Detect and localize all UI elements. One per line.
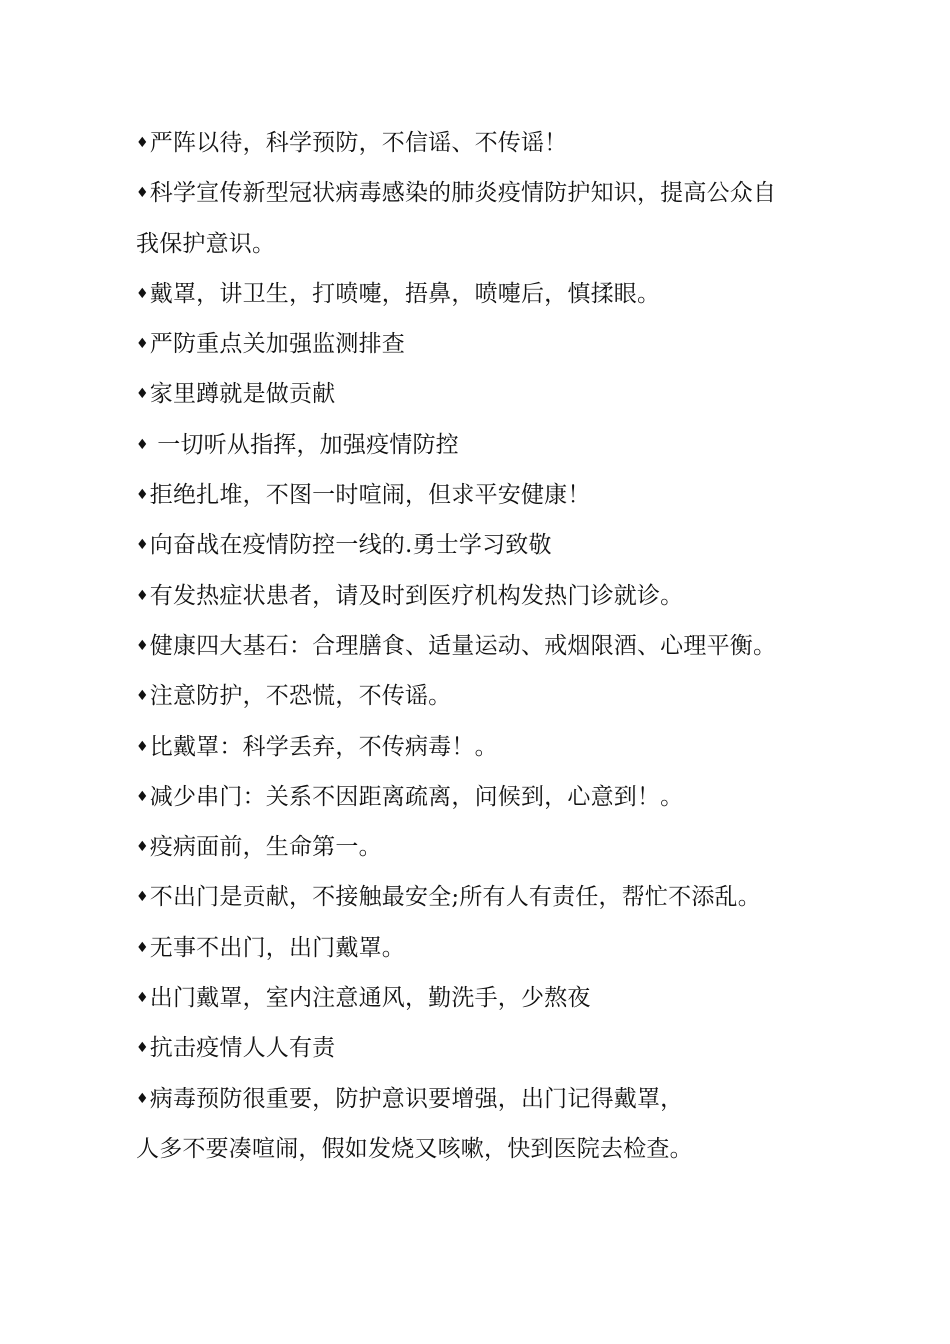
diamond-bullet-icon: ♦ [136, 939, 149, 956]
document-line [136, 822, 826, 872]
document-line [136, 722, 826, 772]
line-text: 人多不要凑喧闹，假如发烧又咳嗽，快到医院去检查。 [136, 1135, 693, 1162]
line-text: 注意防护，不恐慌，不传谣。 [149, 683, 452, 710]
line-text: 严阵以待，科学预防，不信谣、不传谣！ [149, 130, 568, 156]
document-line [136, 369, 826, 419]
document-line [136, 671, 826, 721]
line-text: 戴罩，讲卫生，打喷嚏，捂鼻，喷嚏后，慎揉眼。 [149, 280, 661, 307]
document-line [136, 621, 826, 671]
document-line [136, 872, 826, 922]
diamond-bullet-icon: ♦ [136, 990, 149, 1007]
line-text: 健康四大基石：合理膳食、适量运动、戒烟限酒、心理平衡。 [149, 632, 777, 659]
line-text: 出门戴罩，室内注意通风，勤洗手，少熬夜 [149, 985, 591, 1012]
line-text: 家里蹲就是做贡献 [149, 381, 336, 408]
document-line [136, 168, 826, 218]
diamond-bullet-icon: ♦ [136, 285, 149, 302]
diamond-bullet-icon: ♦ [136, 135, 149, 151]
line-text: 无事不出门，出门戴罩。 [149, 934, 405, 961]
diamond-bullet-icon: ♦ [136, 637, 149, 654]
document-body [136, 118, 826, 1174]
document-line [136, 219, 826, 269]
document-line [136, 420, 826, 470]
diamond-bullet-icon: ♦ [136, 839, 149, 856]
diamond-bullet-icon: ♦ [136, 336, 149, 353]
document-line [136, 571, 826, 621]
diamond-bullet-icon: ♦ [136, 386, 149, 403]
line-text: 向奋战在疫情防控一线的.勇士学习致敬 [149, 532, 552, 559]
line-text: 抗击疫情人人有责 [149, 1035, 336, 1062]
diamond-bullet-icon: ♦ [136, 889, 149, 906]
line-text: 不出门是贡献，不接触最安全;所有人有责任，帮忙不添乱。 [149, 884, 761, 911]
diamond-bullet-icon: ♦ [136, 688, 149, 705]
line-text: 比戴罩：科学丢弃，不传病毒！。 [149, 733, 498, 760]
diamond-bullet-icon: ♦ [136, 537, 149, 554]
line-text: 严防重点关加强监测排查 [149, 331, 405, 358]
document-line [136, 118, 826, 168]
document-line [136, 973, 826, 1023]
diamond-bullet-icon: ♦ [136, 185, 149, 202]
diamond-bullet-icon: ♦ [136, 738, 149, 755]
document-line [136, 772, 826, 822]
line-text: 有发热症状患者，请及时到医疗机构发热门诊就诊。 [149, 582, 684, 609]
diamond-bullet-icon: ♦ [136, 1040, 149, 1057]
document-line [136, 520, 826, 570]
diamond-bullet-icon: ♦ [136, 587, 149, 604]
line-text: 病毒预防很重要，防护意识要增强，出门记得戴罩， [149, 1085, 684, 1112]
document-line [136, 269, 826, 319]
line-text: 一切听从指挥，加强疫情防控 [149, 431, 459, 458]
diamond-bullet-icon: ♦ [136, 487, 149, 504]
document-line [136, 923, 826, 973]
line-text: 疫病面前，生命第一。 [149, 834, 382, 861]
diamond-bullet-icon: ♦ [136, 436, 149, 453]
document-line [136, 1124, 826, 1174]
line-text: 拒绝扎堆，不图一时喧闹，但求平安健康！ [149, 482, 591, 509]
line-text: 科学宣传新型冠状病毒感染的肺炎疫情防护知识，提高公众自 [149, 180, 777, 207]
document-line [136, 470, 826, 520]
line-text: 我保护意识。 [136, 230, 276, 257]
document-line [136, 1023, 826, 1073]
line-text: 减少串门：关系不因距离疏离，问候到，心意到！。 [149, 783, 684, 810]
diamond-bullet-icon: ♦ [136, 788, 149, 805]
diamond-bullet-icon: ♦ [136, 1090, 149, 1107]
document-line [136, 1074, 826, 1124]
document-line [136, 319, 826, 369]
